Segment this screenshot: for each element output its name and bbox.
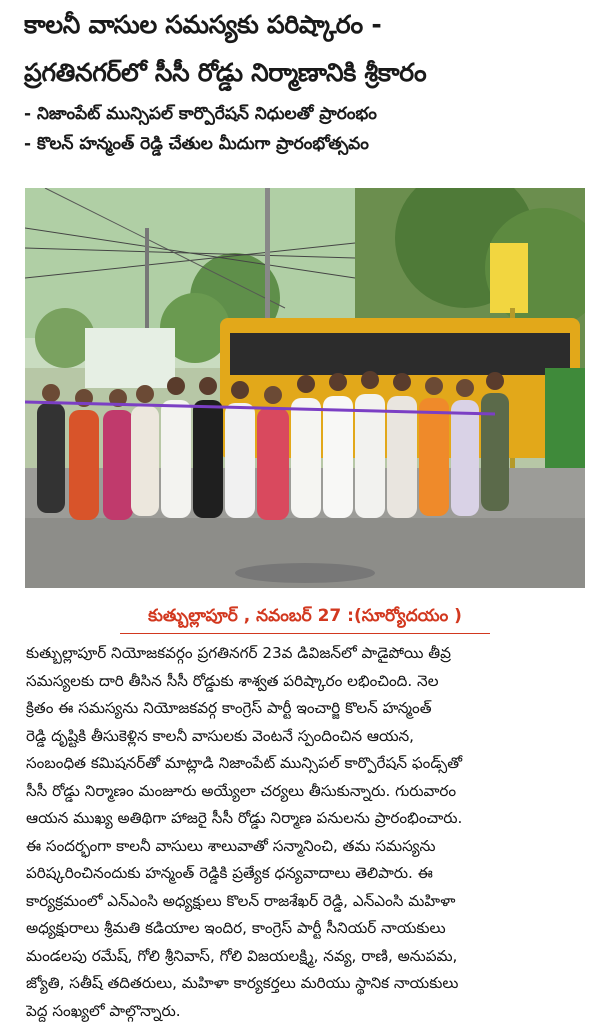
article-line: కుత్బుల్లాపూర్ నియోజకవర్గం ప్రగతినగర్ 23వ డివిజన్‌లో పాడైపోయి తీవ్ర [26, 644, 451, 662]
dateline-underline [120, 633, 490, 634]
article-line: ఆయన ముఖ్య అతిథిగా హాజరై సీసీ రోడ్డు నిర్మాణ పనులను ప్రారంభించారు. [26, 809, 463, 827]
dateline: కుత్బుల్లాపూర్ , నవంబర్ 27 :(సూర్యోదయం ) [148, 606, 462, 626]
subhead-2: - కొలన్ హన్మంత్ రెడ్డి చేతుల మీదుగా ప్రారంభోత్సవం [24, 134, 369, 154]
article-line: రెడ్డి దృష్టికి తీసుకెళ్లిన కాలనీ వాసులకు వెంటనే స్పందించిన ఆయన, [26, 726, 414, 745]
article-line: సీసీ రోడ్డు నిర్మాణం మంజూరు అయ్యేలా చర్యలు తీసుకున్నారు. గురువారం [26, 781, 457, 800]
headline-line-1: కాలనీ వాసుల సమస్యకు పరిష్కారం - [24, 10, 382, 39]
article-line: అధ్యక్షురాలు శ్రీమతి కడియాల ఇందిర, కాంగ్రెస్ పార్టీ సీనియర్ నాయకులు [26, 919, 446, 937]
article-line: సమస్యలకు దారి తీసిన సీసీ రోడ్డుకు శాశ్వత పరిష్కారం లభించింది. నెల [26, 671, 439, 690]
article-body [26, 640, 582, 1025]
article-line: ఈ సందర్భంగా కాలనీ వాసులు శాలువాతో సన్మానించి, తమ సమస్యను [26, 836, 436, 855]
article-line: కార్యక్రమంలో ఎన్ఎంసి అధ్యక్షులు కొలన్ రాజశేఖర్ రెడ్డి, ఎన్ఎంసి మహిళా [26, 891, 456, 910]
inauguration-photo-illustration [25, 188, 585, 588]
article-line: జ్యోతి, సతీష్ తదితరులు, మహిళా కార్యకర్తలు మరియు స్థానిక నాయకులు [26, 974, 459, 992]
subhead-1: - నిజాంపేట్ మున్సిపల్ కార్పొరేషన్ నిధులతో ప్రారంభం [24, 104, 377, 124]
article-line: పరిష్కరించినందుకు హన్మంత్ రెడ్డికి ప్రత్యేక ధన్యవాదాలు తెలిపారు. ఈ [26, 864, 433, 882]
article-line: పెద్ద సంఖ్యలో పాల్గొన్నారు. [26, 1001, 181, 1020]
event-photo [25, 188, 585, 588]
article-line: క్రితం ఈ సమస్యను నియోజకవర్గ కాంగ్రెస్ పార్టీ ఇంచార్జి కొలన్ హన్మంత్ [26, 699, 432, 717]
article-line: సంబంధిత కమిషనర్‌తో మాట్లాడి నిజాంపేట్ మున్సిపల్ కార్పొరేషన్ ఫండ్స్‌తో [26, 754, 463, 772]
headline-line-2: ప్రగతినగర్‌లో సీసీ రోడ్డు నిర్మాణానికి శ్రీకారం [24, 58, 427, 87]
article-line: మండలపు రమేష్, గోలి శ్రీనివాస్, గోలి విజయలక్ష్మి, నవ్య, రాణి, అనుపమ, [26, 946, 458, 965]
